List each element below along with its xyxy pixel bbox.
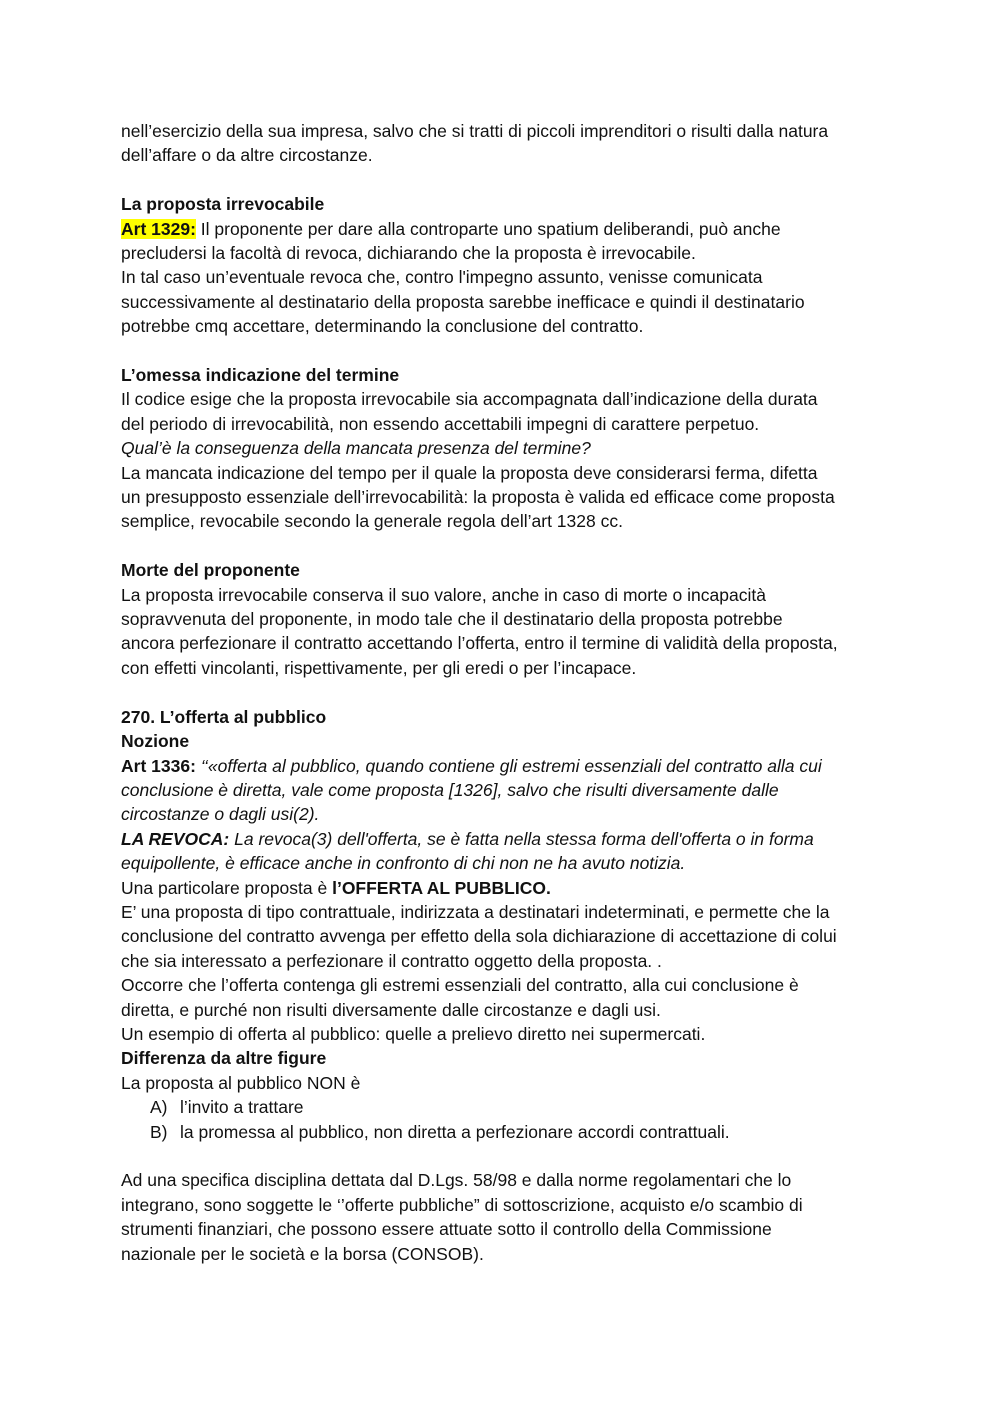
paragraph-gap [121,339,891,363]
revoca-line: equipollente, è efficace anche in confronto di chi non ne ha avuto notizia. [121,853,686,874]
revoca-text: La revoca(3) dell'offerta, se è fatta nella stessa forma dell'offerta o in forma [229,828,814,849]
revoca-line [121,827,891,851]
document-page [121,119,891,1266]
body-line: potrebbe cmq accettare, determinando la conclusione del contratto. [121,316,644,337]
body-line: integrano, sono soggette le ‘’offerte pubbliche” di sottoscrizione, acquisto e/o scambio di [121,1194,803,1215]
article-label: Art 1336: [121,755,196,776]
list-item [150,1120,891,1144]
body-line: Un esempio di offerta al pubblico: quelle a prelievo diretto nei supermercati. [121,1023,706,1044]
body-line: precludersi la facoltà di revoca, dichiarando che la proposta è irrevocabile. [121,243,696,264]
article-line [121,754,891,778]
offerta-emphasis: l’OFFERTA AL PUBBLICO. [332,877,551,898]
body-line: Ad una specifica disciplina dettata dal D.Lgs. 58/98 e dalla norme regolamentari che lo [121,1170,792,1191]
body-line: La proposta irrevocabile conserva il suo valore, anche in caso di morte o incapacità [121,584,766,605]
article-label-highlight: Art 1329: [121,218,196,239]
section-heading-proposta-irrevocabile: La proposta irrevocabile [121,194,325,215]
body-line: Il codice esige che la proposta irrevocabile sia accompagnata dall’indicazione della durata [121,389,818,410]
section-heading-omessa-indicazione: L’omessa indicazione del termine [121,365,400,386]
paragraph-gap [121,534,891,558]
body-line: In tal caso un’eventuale revoca che, contro l'impegno assunto, venisse comunicata [121,267,763,288]
body-line [121,217,891,241]
body-line: La mancata indicazione del tempo per il quale la proposta deve considerarsi ferma, difetta [121,462,818,483]
alpha-list [121,1095,891,1144]
intro-line: nell’esercizio della sua impresa, salvo che si tratti di piccoli imprenditori o risulti dalla natura [121,121,829,141]
body-line: nazionale per le società e la borsa (CONSOB). [121,1243,484,1264]
section-heading-differenza: Differenza da altre figure [121,1048,327,1069]
body-line: Occorre che l’offerta contenga gli estremi essenziali del contratto, alla cui conclusione è [121,975,799,996]
intro-line: dell’affare o da altre circostanze. [121,145,373,166]
body-text: Il proponente per dare alla controparte uno spatium deliberandi, può anche [195,218,781,239]
article-quote-line: circostanze o dagli usi(2). [121,804,320,825]
subheading-nozione: Nozione [121,731,190,752]
body-line [121,876,891,900]
section-heading-offerta-pubblico: 270. L’offerta al pubblico [121,706,327,727]
paragraph-gap [121,168,891,192]
section-heading-morte-proponente: Morte del proponente [121,560,300,581]
list-item-text: la promessa al pubblico, non diretta a perfezionare accordi contrattuali. [180,1121,730,1142]
revoca-label: LA REVOCA: [121,828,230,849]
body-line: successivamente al destinatario della proposta sarebbe inefficace e quindi il destinatario [121,291,805,312]
question-line: Qual’è la conseguenza della mancata presenza del termine? [121,438,591,459]
paragraph-gap [121,680,891,704]
body-line: E’ una proposta di tipo contrattuale, indirizzata a destinatari indeterminati, e permette che la [121,901,830,922]
body-line: che sia interessato a perfezionare il contratto oggetto della proposta. . [121,950,662,971]
body-line: sopravvenuta del proponente, in modo tale che il destinatario della proposta potrebbe [121,609,783,630]
body-line: un presupposto essenziale dell’irrevocabilità: la proposta è valida ed efficace come proposta [121,487,835,508]
body-line: conclusione del contratto avvenga per effetto della sola dichiarazione di accettazione di colui [121,926,837,947]
list-marker: A) [150,1097,168,1118]
article-quote: ‘‘«offerta al pubblico, quando contiene gli estremi essenziali del contratto alla cui [195,755,822,776]
paragraph-gap [121,1144,891,1168]
list-item-text: l’invito a trattare [180,1097,304,1118]
body-text: Una particolare proposta è [121,877,333,898]
body-line: strumenti finanziari, che possono essere attuate sotto il controllo della Commissione [121,1219,772,1240]
list-marker: B) [150,1121,168,1142]
body-line: diretta, e purché non risulti diversamente dalle circostanze e dagli usi. [121,999,661,1020]
article-quote-line: conclusione è diretta, vale come proposta [1326], salvo che risulti diversamente dalle [121,779,779,800]
body-line: semplice, revocabile secondo la generale regola dell’art 1328 cc. [121,511,623,532]
body-line: del periodo di irrevocabilità, non essendo accettabili impegni di carattere perpetuo. [121,413,760,434]
body-line: ancora perfezionare il contratto accettando l’offerta, entro il termine di validità della proposta, [121,633,838,654]
body-line: La proposta al pubblico NON è [121,1072,361,1093]
body-line: con effetti vincolanti, rispettivamente, per gli eredi o per l’incapace. [121,657,637,678]
list-item [150,1095,891,1119]
